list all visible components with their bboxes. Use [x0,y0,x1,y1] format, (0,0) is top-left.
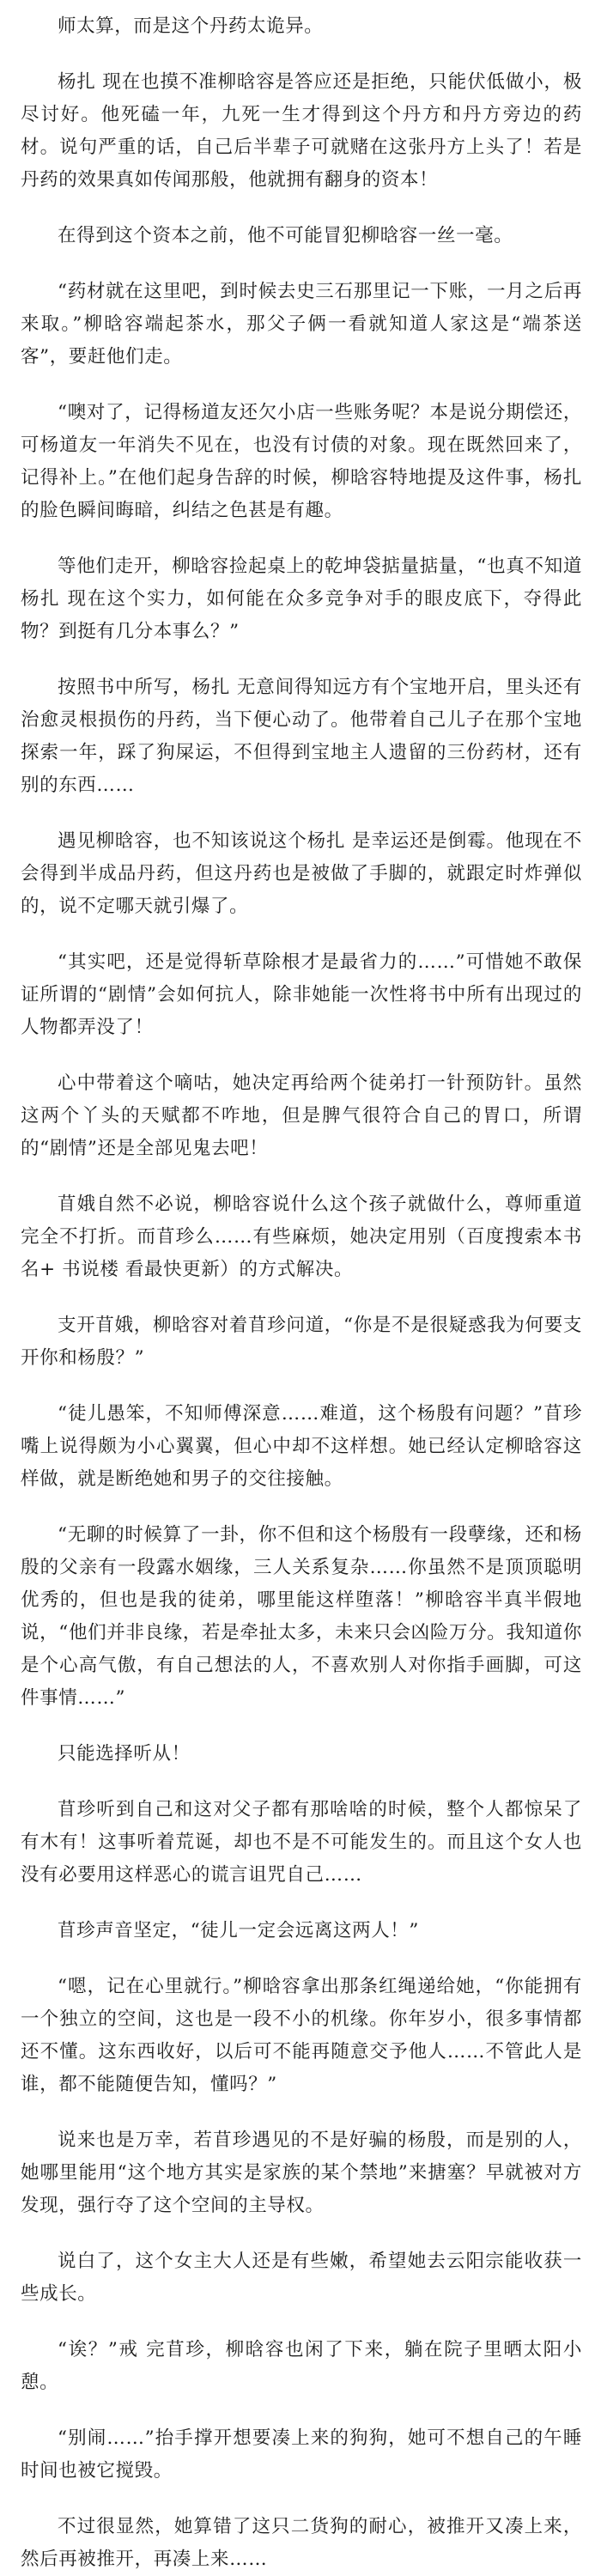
paragraph: 苜珍声音坚定，“徒儿一定会远离这两人！” [58,1920,419,1941]
paragraph: “嗯，记在心里就行。”柳晗容拿出那条红绳递给她，“你能拥有一个独立的空间，这也是一段不小的机缘。你年岁小，很多事情都还不懂。这东西收好，以后可不能再随意交予他人……不管此人是谁，都不能随便告知，懂吗？” [21,1976,582,2095]
paragraph: “诶？”戒 完苜珍，柳晗容也闲了下来，躺在院子里晒太阳小憩。 [21,2339,582,2393]
paragraph: 说白了，这个女主大人还是有些嫩，希望她去云阳宗能收获一些成长。 [21,2251,582,2305]
paragraph: 遇见柳晗容，也不知该说这个杨扎 是幸运还是倒霉。他现在不会得到半成品丹药，但这丹药也是被做了手脚的，就跟定时炸弹似的，说不定哪天就引爆了。 [21,830,582,917]
paragraph: 师太算，而是这个丹药太诡异。 [58,15,324,37]
paragraph: 支开苜娥，柳晗容对着苜珍问道，“你是不是很疑惑我为何要支开你和杨殷？” [21,1315,582,1369]
paragraph: 杨扎 现在也摸不准柳晗容是答应还是拒绝，只能伏低做小，极尽讨好。他死磕一年，九死一生才得到这个丹方和丹方旁边的药材。说句严重的话，自己后半辈子可就赌在这张丹方上头了！若是丹药的效果真如传闻那般，他就拥有翻身的资本！ [21,71,582,191]
paragraph: 等他们走开，柳晗容捡起桌上的乾坤袋掂量掂量，“也真不知道杨扎 现在这个实力，如何能在众多竞争对手的眼皮底下，夺得此物？到挺有几分本事么？” [21,556,582,642]
paragraph: “其实吧，还是觉得斩草除根才是最省力的……”可惜她不敢保证所谓的“剧情”会如何抗人，除非她能一次性将书中所有出现过的人物都弄没了！ [21,951,582,1038]
paragraph: “无聊的时候算了一卦，你不但和这个杨殷有一段孽缘，还和杨殷的父亲有一段露水姻缘，三人关系复杂……你虽然不是顶顶聪明优秀的，但也是我的徒弟，哪里能这样堕落！”柳晗容半真半假地说，“他们并非良缘，若是牵扯太多，未来只会凶险万分。我知道你是个心高气傲，有自己想法的人，不喜欢别人对你指手画脚，可这件事情……” [21,1524,582,1709]
paragraph: “别闹……”抬手撑开想要凑上来的狗狗，她可不想自己的午睡时间也被它搅毁。 [21,2427,582,2482]
paragraph: 只能选择听从！ [58,1743,191,1765]
paragraph: 在得到这个资本之前，他不可能冒犯柳晗容一丝一毫。 [58,225,513,246]
paragraph: “药材就在这里吧，到时候去史三石那里记一下账，一月之后再来取。”柳晗容端起茶水，那父子俩一看就知道人家这是“端茶送客”，要赶他们走。 [21,281,582,368]
paragraph: 不过很显然，她算错了这只二货狗的耐心，被推开又凑上来，然后再被推开，再凑上来…… [21,2516,582,2570]
paragraph: “徒儿愚笨，不知师傅深意……难道，这个杨殷有问题？”苜珍嘴上说得颇为小心翼翼，但心中却不这样想。她已经认定柳晗容这样做，就是断绝她和男子的交往接触。 [21,1403,582,1490]
paragraph: 苜娥自然不必说，柳晗容说什么这个孩子就做什么，尊师重道完全不打折。而苜珍么……有些麻烦，她决定用别（百度搜索本书名+ 书说楼 看最快更新）的方式解决。 [21,1194,582,1280]
paragraph: “噢对了，记得杨道友还欠小店一些账务呢？本是说分期偿还，可杨道友一年消失不见在，也没有讨债的对象。现在既然回来了，记得补上。”在他们起身告辞的时候，柳晗容特地提及这件事，杨扎 的脸色瞬间晦暗，纠结之色甚是有趣。 [21,402,582,521]
paragraph: 心中带着这个嘀咕，她决定再给两个徒弟打一针预防针。虽然这两个丫头的天赋都不咋地，但是脾气很符合自己的胃口，所谓的“剧情”还是全部见鬼去吧！ [21,1072,582,1159]
paragraph: 说来也是万幸，若苜珍遇见的不是好骗的杨殷，而是别的人，她哪里能用“这个地方其实是家族的某个禁地”来搪塞？早就被对方发现，强行夺了这个空间的主导权。 [21,2129,582,2216]
paragraph: 按照书中所写，杨扎 无意间得知远方有个宝地开启，里头还有治愈灵根损伤的丹药，当下便心动了。他带着自己儿子在那个宝地探索一年，踩了狗屎运，不但得到宝地主人遗留的三份药材，还有别的东西…… [21,677,582,796]
paragraph: 苜珍听到自己和这对父子都有那啥啥的时候，整个人都惊呆了有木有！这事听着荒诞，却也不是不可能发生的。而且这个女人也没有必要用这样恶心的谎言诅咒自己…… [21,1799,582,1886]
